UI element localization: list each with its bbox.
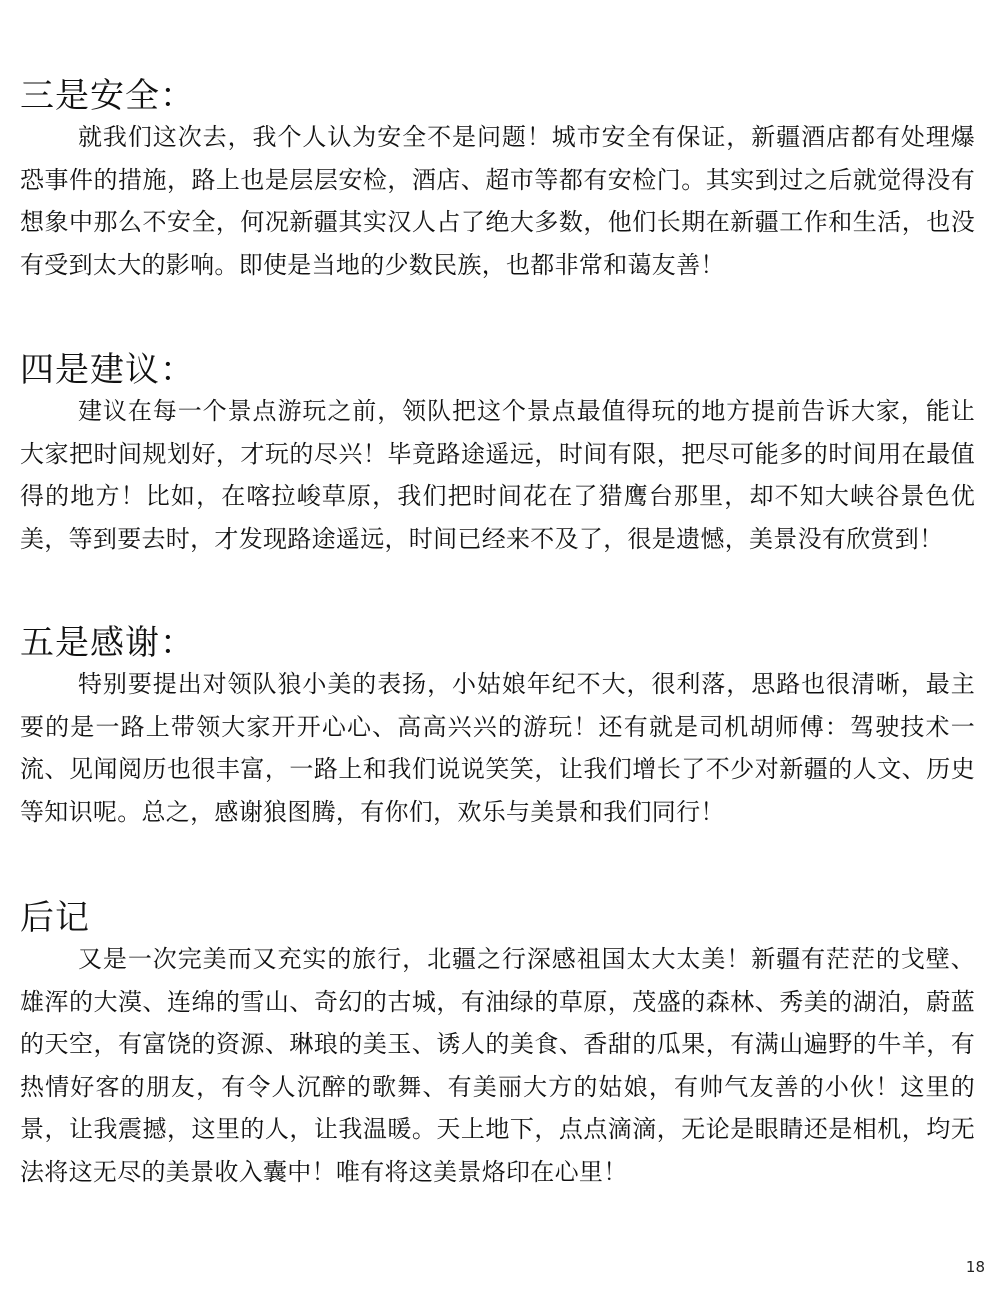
section-paragraph: 又是一次完美而又充实的旅行，北疆之行深感祖国太大太美！新疆有茫茫的戈壁、雄浑的大漠、连绵的雪山、奇幻的古城，有油绿的草原，茂盛的森林、秀美的湖泊，蔚蓝的天空，有富饶的资源、琳琅的美玉、诱人的美食、香甜的瓜果，有满山遍野的牛羊，有热情好客的朋友，有令人沉醉的歌舞、有美丽大方的姑娘，有帅气友善的小伙！这里的景，让我震撼，这里的人，让我温暖。天上地下，点点滴滴，无论是眼睛还是相机，均无法将这无尽的美景收入囊中！唯有将这美景烙印在心里！ — [20, 945, 975, 1186]
section-paragraph: 特别要提出对领队狼小美的表扬，小姑娘年纪不大，很利落，思路也很清晰，最主要的是一路上带领大家开开心心、高高兴兴的游玩！还有就是司机胡师傅：驾驶技术一流、见闻阅历也很丰富，一路上和我们说说笑笑，让我们增长了不少对新疆的人文、历史等知识呢。总之，感谢狼图腾，有你们，欢乐与美景和我们同行！ — [20, 670, 975, 826]
section-heading: 五是感谢： — [20, 623, 195, 663]
section-postscript — [20, 898, 975, 1193]
section-thanks — [20, 623, 975, 833]
page-number: 18 — [965, 1258, 985, 1276]
section-safety — [20, 76, 975, 286]
section-heading: 三是安全： — [20, 76, 195, 116]
section-paragraph: 就我们这次去，我个人认为安全不是问题！城市安全有保证，新疆酒店都有处理爆恐事件的措施，路上也是层层安检，酒店、超市等都有安检门。其实到过之后就觉得没有想象中那么不安全，何况新疆其实汉人占了绝大多数，他们长期在新疆工作和生活，也没有受到太大的影响。即使是当地的少数民族，也都非常和蔼友善！ — [20, 123, 975, 279]
section-heading: 后记 — [20, 898, 90, 938]
section-heading: 四是建议： — [20, 350, 195, 390]
section-suggestion — [20, 350, 975, 560]
section-paragraph: 建议在每一个景点游玩之前，领队把这个景点最值得玩的地方提前告诉大家，能让大家把时间规划好，才玩的尽兴！毕竟路途遥远，时间有限，把尽可能多的时间用在最值得的地方！比如，在喀拉峻草原，我们把时间花在了猎鹰台那里，却不知大峡谷景色优美，等到要去时，才发现路途遥远，时间已经来不及了，很是遗憾，美景没有欣赏到！ — [20, 397, 975, 553]
